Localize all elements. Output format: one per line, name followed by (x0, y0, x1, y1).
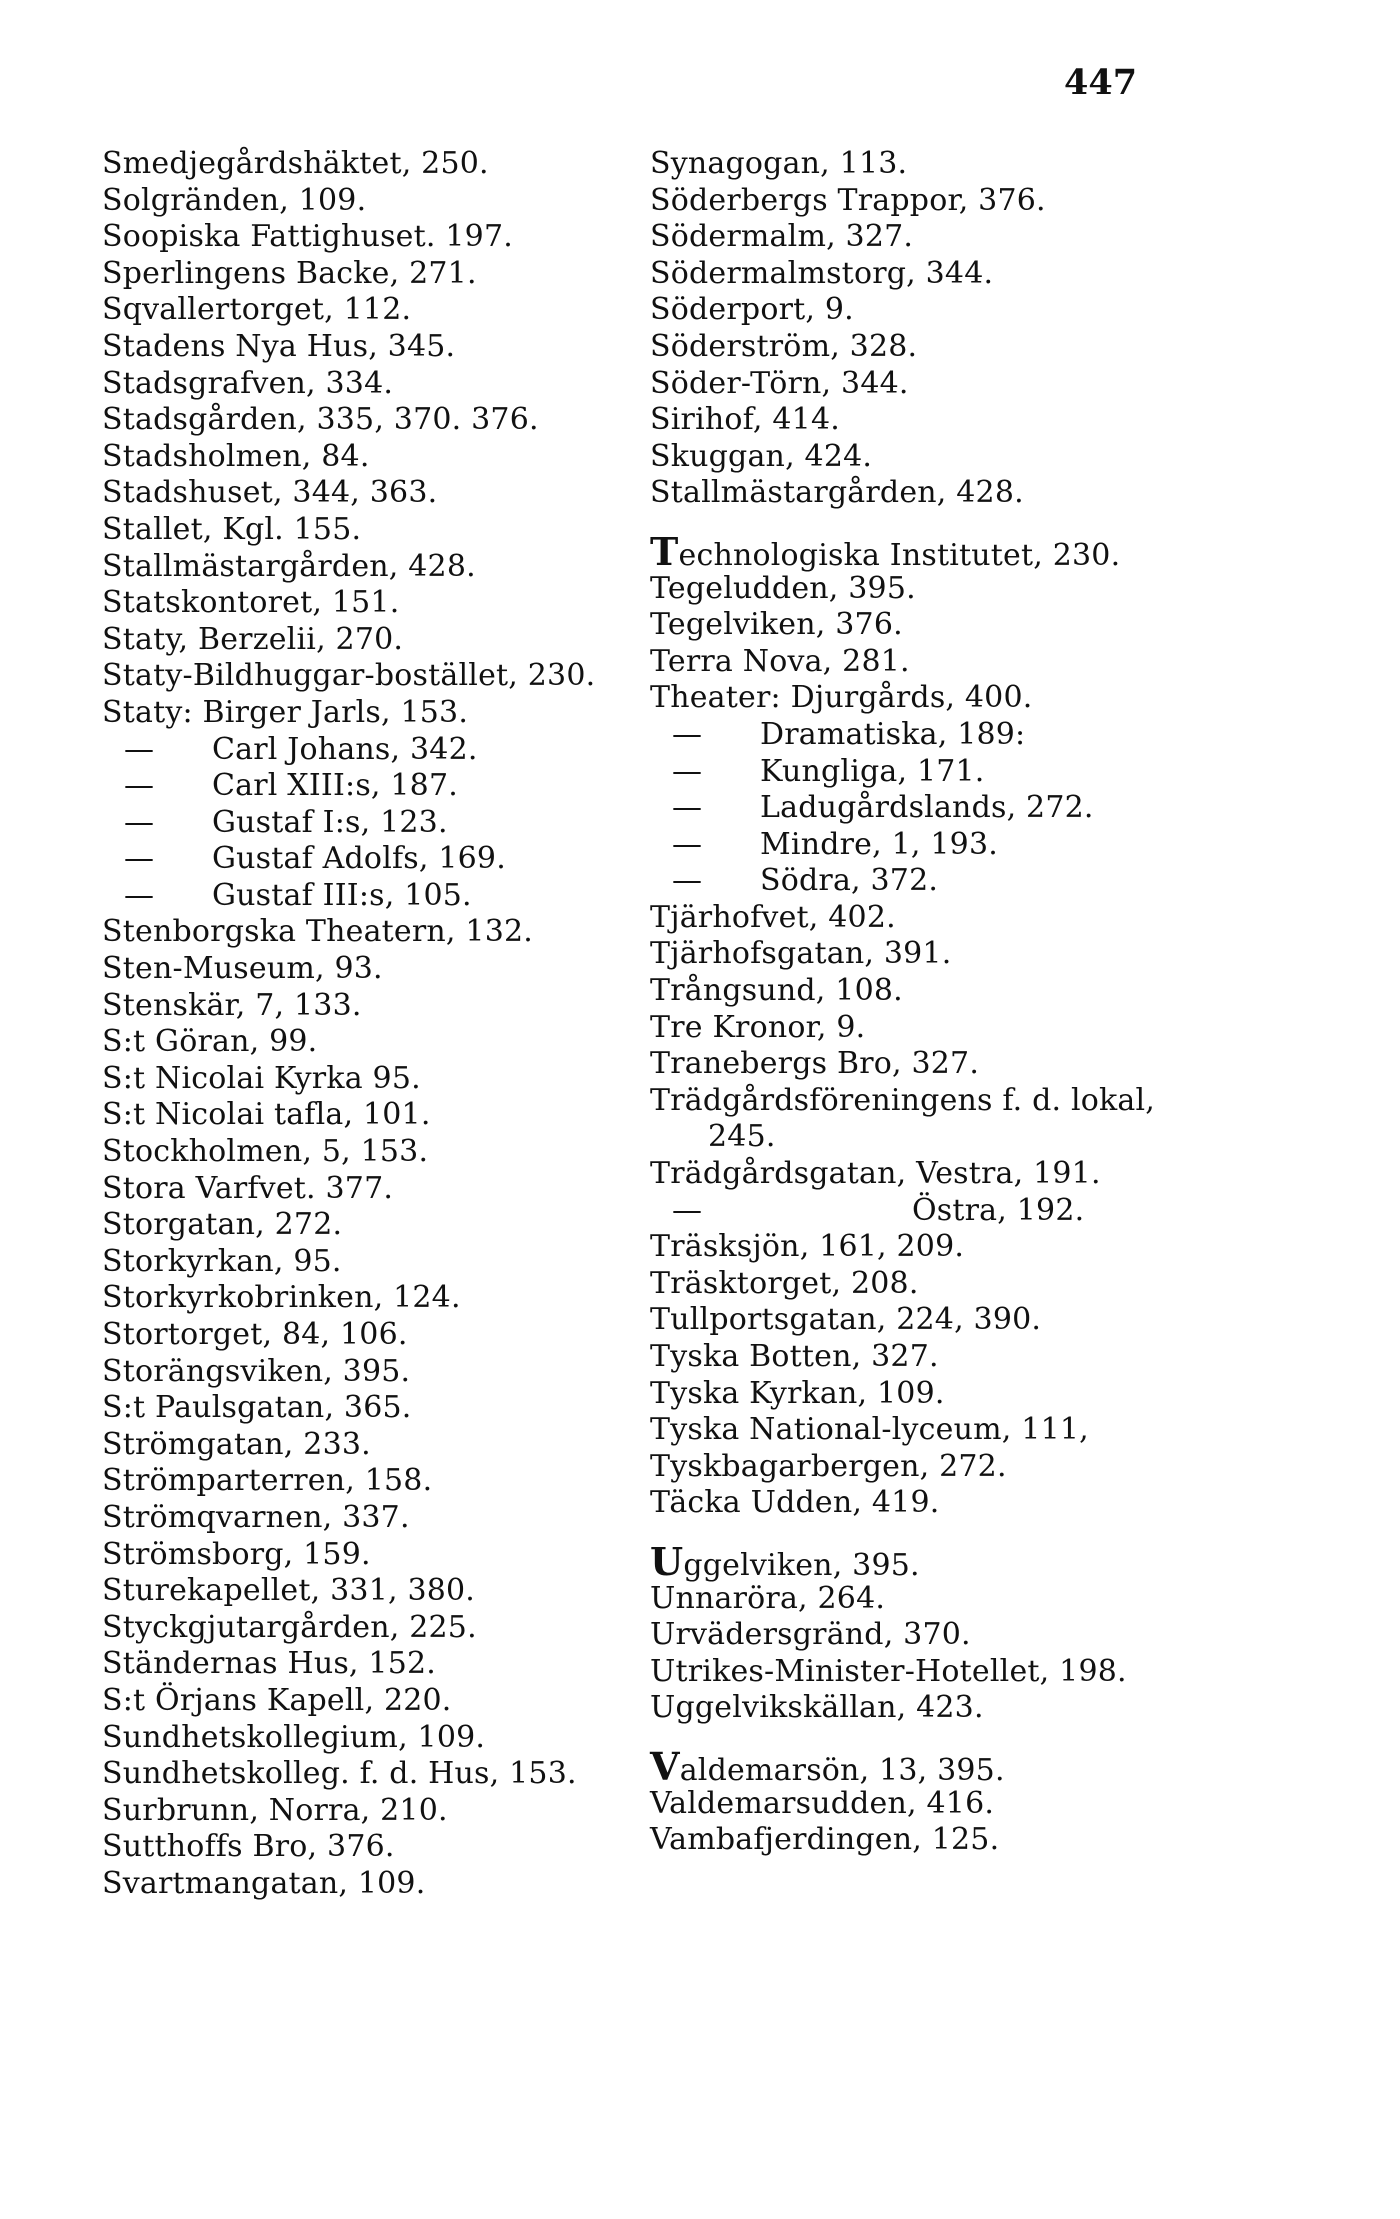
list-item: Stallet, Kgl. 155. (102, 511, 362, 547)
list-item: Storkyrkan, 95. (102, 1243, 342, 1279)
list-item: Stallmästargården, 428. (102, 548, 476, 584)
list-item-sub: — Ladugårdslands, 272. (650, 790, 1210, 827)
list-item-sub: — Gustaf I:s, 123. (102, 805, 662, 842)
list-item: S:t Göran, 99. (102, 1024, 318, 1060)
list-item-sub: — Mindre, 1, 193. (650, 827, 1210, 864)
list-item: Ständernas Hus, 152. (102, 1646, 436, 1682)
list-item-text: aldemarsön, 13, 395. (679, 1752, 1005, 1788)
list-item: Strömparterren, 158. (102, 1463, 433, 1499)
list-item: Tyskbagarbergen, 272. (650, 1448, 1007, 1484)
list-item-sub: — Östra, 192. (650, 1193, 1210, 1230)
section-initial-v: V (650, 1743, 680, 1789)
list-item: Strömqvarnen, 337. (102, 1499, 410, 1535)
section-initial-t: T (650, 528, 679, 574)
section-t-first-entry (650, 528, 1210, 574)
list-item: Söderport, 9. (650, 292, 854, 328)
list-item: Staty: Birger Jarls, 153. (102, 694, 469, 730)
list-item: Svartmangatan, 109. (102, 1865, 426, 1901)
list-item: Sutthoffs Bro, 376. (102, 1829, 395, 1865)
list-item: Sperlingens Backe, 271. (102, 255, 477, 291)
right-column (650, 146, 1210, 1859)
list-item: Tjärhofvet, 402. (650, 899, 896, 935)
list-item: Staty-Bildhuggar-bostället, 230. (102, 658, 596, 694)
list-item-sub: — Dramatiska, 189: (650, 717, 1210, 754)
list-item-text: echnologiska Institutet, 230. (678, 537, 1121, 573)
list-item: Trångsund, 108. (650, 973, 903, 1009)
page-number: 447 (1064, 62, 1138, 103)
list-item: Strömsborg, 159. (102, 1536, 371, 1572)
list-item: Södermalmstorg, 344. (650, 255, 994, 291)
list-item: Tranebergs Bro, 327. (650, 1046, 980, 1082)
list-item: Träsktorget, 208. (650, 1265, 919, 1301)
list-item: Stadsgrafven, 334. (102, 365, 394, 401)
list-item: S:t Nicolai tafla, 101. (102, 1097, 431, 1133)
list-item: S:t Nicolai Kyrka 95. (102, 1060, 421, 1096)
list-item: Sturekapellet, 331, 380. (102, 1573, 476, 1609)
list-item: Skuggan, 424. (650, 438, 873, 474)
list-item: Tre Kronor, 9. (650, 1009, 866, 1045)
list-item: Storkyrkobrinken, 124. (102, 1280, 461, 1316)
list-item: Stenskär, 7, 133. (102, 987, 362, 1023)
list-item: Storängsviken, 395. (102, 1353, 411, 1389)
list-item: Sundhetskolleg. f. d. Hus, 153. (102, 1756, 577, 1792)
list-item: Tjärhofsgatan, 391. (650, 936, 952, 972)
list-item: S:t Örjans Kapell, 220. (102, 1682, 452, 1718)
list-item-sub: — Carl XIII:s, 187. (102, 768, 662, 805)
list-item: Sirihof, 414. (650, 402, 840, 438)
list-item: Söder-Törn, 344. (650, 365, 909, 401)
list-item: Trädgårdsföreningens f. d. lokal, (650, 1082, 1156, 1118)
list-item: Urvädersgränd, 370. (650, 1617, 971, 1653)
list-item: Styckgjutargården, 225. (102, 1609, 477, 1645)
list-item: Tegeludden, 395. (650, 570, 916, 606)
list-item-sub: — Kungliga, 171. (650, 754, 1210, 791)
list-item: Täcka Udden, 419. (650, 1485, 940, 1521)
left-column (102, 146, 662, 1903)
list-item: Unnaröra, 264. (650, 1580, 886, 1616)
list-item: Träsksjön, 161, 209. (650, 1229, 965, 1265)
list-item: Soopiska Fattighuset. 197. (102, 219, 513, 255)
list-item: Stadsgården, 335, 370. 376. (102, 402, 539, 438)
list-item: Stenborgska Theatern, 132. (102, 914, 534, 950)
list-item-sub: — Gustaf III:s, 105. (102, 878, 662, 915)
list-item: Statskontoret, 151. (102, 585, 400, 621)
list-item: Tyska National-lyceum, 111, (650, 1412, 1089, 1448)
list-item: Utrikes-Minister-Hotellet, 198. (650, 1653, 1127, 1689)
list-item: Staty, Berzelii, 270. (102, 621, 404, 657)
list-item: Smedjegårdshäktet, 250. (102, 146, 489, 181)
list-item: S:t Paulsgatan, 365. (102, 1390, 412, 1426)
list-item: Tegelviken, 376. (650, 607, 903, 643)
list-item: Söderbergs Trappor, 376. (650, 182, 1046, 218)
list-item: Stadshuset, 344, 363. (102, 475, 438, 511)
list-item: Stadsholmen, 84. (102, 438, 370, 474)
list-item: Stadens Nya Hus, 345. (102, 328, 456, 364)
list-item: Theater: Djurgårds, 400. (650, 680, 1033, 716)
section-initial-u: U (650, 1538, 684, 1584)
list-item: Stockholmen, 5, 153. (102, 1134, 429, 1170)
list-item-sub: — Södra, 372. (650, 863, 1210, 900)
list-item-sub: — Gustaf Adolfs, 169. (102, 841, 662, 878)
list-item-text: ggelviken, 395. (683, 1547, 920, 1583)
list-item: Surbrunn, Norra, 210. (102, 1792, 448, 1828)
list-item: Södermalm, 327. (650, 219, 914, 255)
list-item: Synagogan, 113. (650, 146, 908, 181)
list-item: Stallmästargården, 428. (650, 475, 1024, 511)
list-item-continuation: 245. (708, 1119, 776, 1155)
list-item: Terra Nova, 281. (650, 643, 910, 679)
list-item: Strömgatan, 233. (102, 1426, 371, 1462)
list-item: Söderström, 328. (650, 328, 918, 364)
list-item: Stora Varfvet. 377. (102, 1170, 394, 1206)
list-item-sub: — Carl Johans, 342. (102, 732, 662, 769)
list-item: Tyska Kyrkan, 109. (650, 1375, 945, 1411)
section-u-first-entry (650, 1538, 1210, 1584)
list-item: Stortorget, 84, 106. (102, 1317, 408, 1352)
list-item: Trädgårdsgatan, Vestra, 191. (650, 1156, 1101, 1192)
list-item: Sqvallertorget, 112. (102, 292, 412, 328)
list-item: Storgatan, 272. (102, 1207, 343, 1243)
section-v-first-entry (650, 1743, 1210, 1789)
list-item: Tyska Botten, 327. (650, 1339, 939, 1374)
list-item: Solgränden, 109. (102, 182, 367, 218)
list-item: Sundhetskollegium, 109. (102, 1719, 486, 1755)
list-item: Vambafjerdingen, 125. (650, 1822, 1000, 1858)
list-item: Uggelvikskällan, 423. (650, 1690, 984, 1726)
list-item: Valdemarsudden, 416. (650, 1785, 995, 1821)
list-item: Sten-Museum, 93. (102, 951, 383, 987)
list-item: Tullportsgatan, 224, 390. (650, 1302, 1042, 1338)
